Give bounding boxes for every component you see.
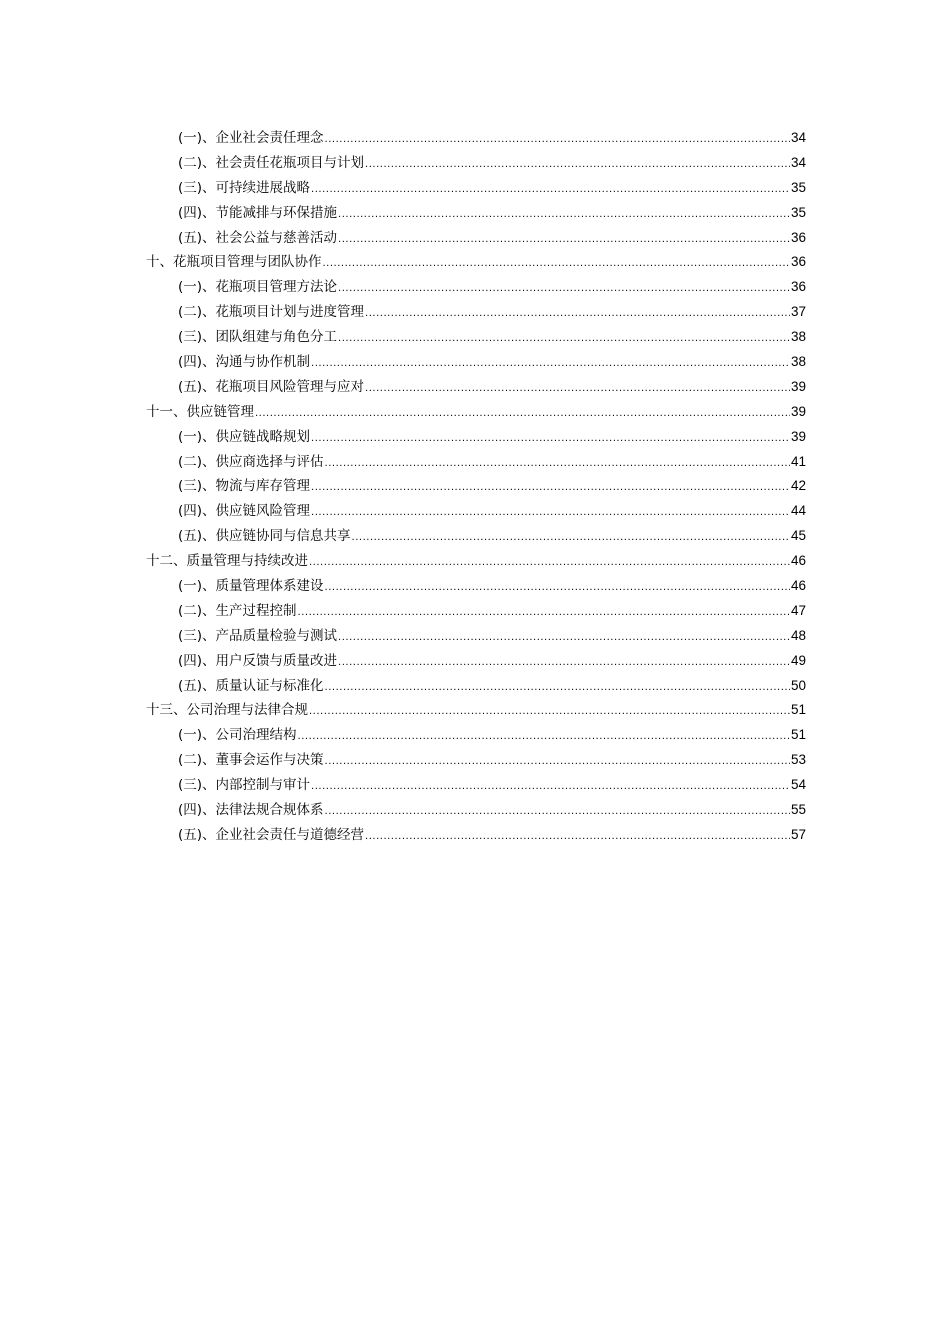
toc-dot-leader — [338, 277, 790, 302]
toc-entry-page-number: 42 — [790, 478, 806, 494]
toc-entry-page-number: 36 — [790, 254, 806, 270]
toc-entry-page-number: 41 — [790, 453, 806, 469]
toc-entry-title: (一)、企业社会责任理念 — [178, 130, 324, 146]
toc-entry-page-number: 36 — [790, 279, 806, 295]
toc-dot-leader — [311, 501, 790, 526]
toc-entry-title: (一)、供应链战略规划 — [178, 428, 311, 445]
toc-entry-page-number: 47 — [790, 602, 806, 618]
toc-section-entry[interactable] — [146, 151, 806, 176]
toc-dot-leader — [325, 128, 790, 153]
toc-chapter-entry[interactable] — [146, 698, 806, 723]
toc-entry-title: (四)、供应链风险管理 — [178, 503, 311, 520]
toc-section-entry[interactable] — [146, 275, 806, 300]
toc-section-entry[interactable] — [146, 425, 806, 450]
toc-entry-page-number: 39 — [790, 428, 806, 444]
toc-section-entry[interactable] — [146, 201, 806, 226]
toc-dot-leader — [323, 252, 790, 277]
toc-entry-title: (四)、法律法规合规体系 — [178, 802, 324, 819]
toc-entry-title: 十二、质量管理与持续改进 — [146, 553, 308, 570]
toc-dot-leader — [325, 676, 790, 701]
toc-entry-title: (一)、花瓶项目管理方法论 — [178, 279, 338, 296]
toc-dot-leader — [311, 178, 790, 203]
toc-dot-leader — [309, 551, 790, 576]
toc-section-entry[interactable] — [146, 723, 806, 748]
toc-entry-title: 十、花瓶项目管理与团队协作 — [146, 254, 322, 271]
toc-entry-title: (二)、社会责任花瓶项目与计划 — [178, 154, 365, 171]
toc-entry-page-number: 44 — [790, 503, 806, 519]
toc-entry-title: (五)、供应链协同与信息共享 — [178, 528, 351, 545]
toc-section-entry[interactable] — [146, 126, 806, 151]
toc-dot-leader — [338, 626, 790, 651]
toc-dot-leader — [338, 228, 790, 253]
toc-section-entry[interactable] — [146, 375, 806, 400]
toc-entry-page-number: 35 — [790, 204, 806, 220]
toc-entry-page-number: 54 — [790, 777, 806, 793]
toc-entry-page-number: 46 — [790, 578, 806, 594]
toc-section-entry[interactable] — [146, 499, 806, 524]
toc-entry-page-number: 38 — [790, 354, 806, 370]
toc-dot-leader — [298, 725, 790, 750]
toc-section-entry[interactable] — [146, 798, 806, 823]
toc-entry-title: (二)、供应商选择与评估 — [178, 453, 324, 470]
toc-section-entry[interactable] — [146, 325, 806, 350]
toc-entry-title: (三)、物流与库存管理 — [178, 478, 311, 495]
toc-entry-title: (三)、内部控制与审计 — [178, 777, 311, 794]
toc-dot-leader — [311, 775, 790, 800]
toc-entry-page-number: 49 — [790, 652, 806, 668]
toc-section-entry[interactable] — [146, 748, 806, 773]
toc-entry-page-number: 38 — [790, 329, 806, 345]
toc-section-entry[interactable] — [146, 524, 806, 549]
toc-section-entry[interactable] — [146, 450, 806, 475]
toc-entry-title: 十一、供应链管理 — [146, 403, 254, 420]
toc-section-entry[interactable] — [146, 176, 806, 201]
toc-dot-leader — [311, 476, 790, 501]
toc-section-entry[interactable] — [146, 300, 806, 325]
toc-entry-page-number: 34 — [790, 154, 806, 170]
toc-dot-leader — [325, 576, 790, 601]
toc-entry-title: (五)、企业社会责任与道德经营 — [178, 826, 365, 843]
toc-section-entry[interactable] — [146, 624, 806, 649]
toc-entry-page-number: 48 — [790, 627, 806, 643]
toc-entry-title: (三)、可持续进展战略 — [178, 179, 311, 196]
toc-dot-leader — [365, 825, 790, 850]
table-of-contents — [146, 126, 806, 848]
toc-section-entry[interactable] — [146, 350, 806, 375]
toc-section-entry[interactable] — [146, 474, 806, 499]
toc-section-entry[interactable] — [146, 574, 806, 599]
toc-section-entry[interactable] — [146, 674, 806, 699]
toc-chapter-entry[interactable] — [146, 400, 806, 425]
toc-entry-title: (四)、沟通与协作机制 — [178, 354, 311, 371]
toc-dot-leader — [338, 651, 790, 676]
toc-section-entry[interactable] — [146, 226, 806, 251]
toc-entry-title: (五)、质量认证与标准化 — [178, 677, 324, 694]
toc-entry-page-number: 35 — [790, 179, 806, 195]
toc-entry-page-number: 50 — [790, 677, 806, 693]
toc-dot-leader — [352, 526, 790, 551]
toc-section-entry[interactable] — [146, 599, 806, 624]
toc-entry-title: (二)、生产过程控制 — [178, 602, 297, 619]
toc-entry-page-number: 39 — [790, 403, 806, 419]
toc-section-entry[interactable] — [146, 773, 806, 798]
toc-entry-title: (一)、质量管理体系建设 — [178, 578, 324, 595]
toc-dot-leader — [365, 302, 790, 327]
toc-entry-page-number: 46 — [790, 553, 806, 569]
toc-entry-page-number: 53 — [790, 752, 806, 768]
toc-entry-title: (四)、用户反馈与质量改进 — [178, 652, 338, 669]
toc-dot-leader — [311, 427, 790, 452]
toc-entry-page-number: 55 — [790, 802, 806, 818]
toc-dot-leader — [325, 750, 790, 775]
toc-entry-title: (一)、公司治理结构 — [178, 727, 297, 744]
toc-entry-title: (三)、产品质量检验与测试 — [178, 627, 338, 644]
toc-entry-title: (二)、花瓶项目计划与进度管理 — [178, 304, 365, 321]
toc-entry-title: (二)、董事会运作与决策 — [178, 752, 324, 769]
toc-dot-leader — [309, 700, 790, 725]
toc-entry-page-number: 39 — [790, 378, 806, 394]
toc-dot-leader — [311, 352, 790, 377]
toc-chapter-entry[interactable] — [146, 250, 806, 275]
toc-dot-leader — [338, 203, 790, 228]
toc-entry-page-number: 37 — [790, 304, 806, 320]
toc-chapter-entry[interactable] — [146, 549, 806, 574]
toc-dot-leader — [338, 327, 790, 352]
toc-entry-page-number: 57 — [790, 826, 806, 842]
toc-entry-title: (五)、社会公益与慈善活动 — [178, 229, 338, 246]
toc-entry-page-number: 51 — [790, 727, 806, 743]
toc-dot-leader — [365, 377, 790, 402]
toc-entry-title: (三)、团队组建与角色分工 — [178, 329, 338, 346]
toc-entry-page-number: 51 — [790, 702, 806, 718]
toc-entry-page-number: 36 — [790, 229, 806, 245]
toc-entry-page-number: 34 — [790, 130, 806, 145]
toc-dot-leader — [298, 601, 790, 626]
toc-entry-title: (四)、节能减排与环保措施 — [178, 204, 338, 221]
toc-section-entry[interactable] — [146, 649, 806, 674]
toc-entry-title: (五)、花瓶项目风险管理与应对 — [178, 378, 365, 395]
toc-entry-title: 十三、公司治理与法律合规 — [146, 702, 308, 719]
toc-dot-leader — [325, 800, 790, 825]
toc-dot-leader — [255, 402, 790, 427]
toc-dot-leader — [325, 452, 790, 477]
toc-entry-page-number: 45 — [790, 528, 806, 544]
toc-section-entry[interactable] — [146, 823, 806, 848]
toc-dot-leader — [365, 153, 790, 178]
